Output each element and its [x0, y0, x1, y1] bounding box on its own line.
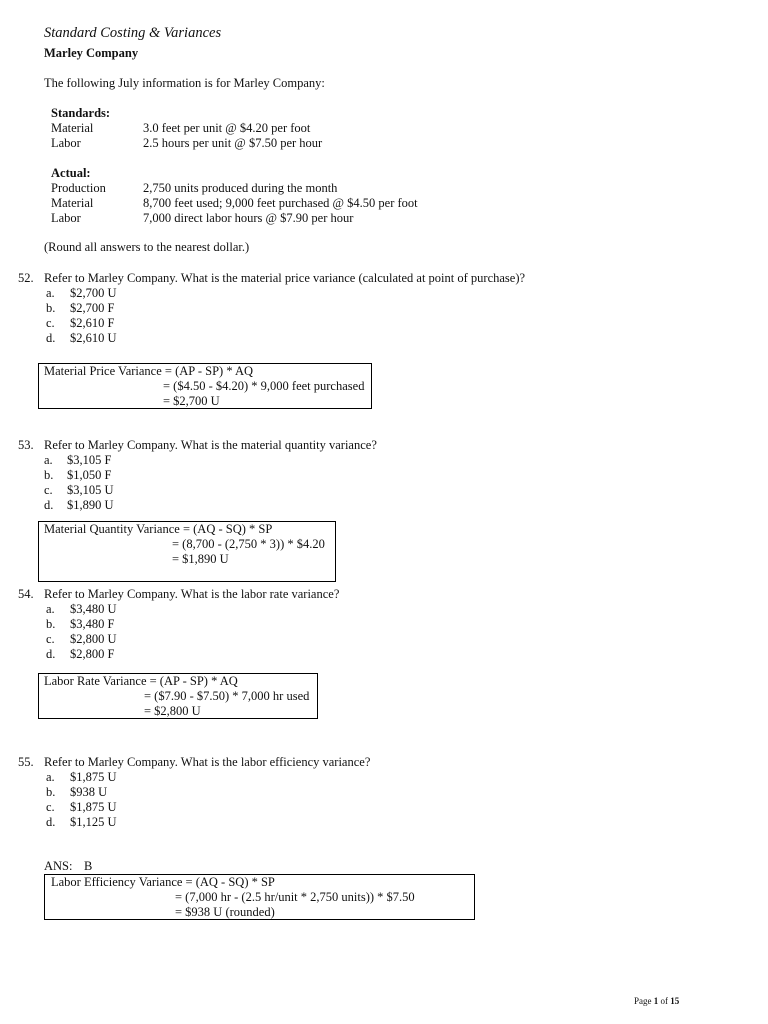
option-letter: a. — [46, 602, 55, 616]
actual-value-labor: 7,000 direct labor hours @ $7.90 per hour — [143, 211, 354, 225]
option-text: $1,875 U — [70, 770, 117, 784]
actual-label-labor: Labor — [51, 211, 81, 225]
option-text: $2,610 F — [70, 316, 115, 330]
question-number: 52. — [18, 271, 34, 285]
actual-label-material: Material — [51, 196, 94, 210]
page-total: 15 — [670, 996, 680, 1006]
solution-formula: Labor Efficiency Variance = (AQ - SQ) * SP — [51, 875, 275, 889]
option-text: $2,800 F — [70, 647, 115, 661]
rounding-note: (Round all answers to the nearest dollar.) — [44, 240, 250, 254]
answer-value: B — [84, 859, 93, 873]
solution-box — [38, 363, 372, 409]
solution-step: = (7,000 hr - (2.5 hr/unit * 2,750 units)) * $7.50 — [175, 890, 415, 904]
solution-result: = $2,700 U — [163, 394, 220, 408]
option-text: $3,480 U — [70, 602, 117, 616]
option-letter: c. — [46, 632, 55, 646]
option-letter: c. — [46, 316, 55, 330]
answer-label: ANS: — [44, 859, 73, 873]
actual-label-production: Production — [51, 181, 106, 195]
option-letter: b. — [44, 468, 54, 482]
solution-step: = ($7.90 - $7.50) * 7,000 hr used — [144, 689, 310, 703]
page-label: Page — [634, 996, 652, 1006]
question-number: 53. — [18, 438, 34, 452]
solution-step: = ($4.50 - $4.20) * 9,000 feet purchased — [163, 379, 365, 393]
option-text: $1,890 U — [67, 498, 114, 512]
option-letter: b. — [46, 301, 56, 315]
question-text: Refer to Marley Company. What is the labor efficiency variance? — [44, 755, 371, 769]
solution-result: = $1,890 U — [172, 552, 229, 566]
solution-formula: Material Quantity Variance = (AQ - SQ) * SP — [44, 522, 273, 536]
page-number — [634, 994, 679, 1009]
question-number: 54. — [18, 587, 34, 601]
page-of: of — [660, 996, 668, 1006]
option-letter: d. — [46, 815, 56, 829]
option-letter: d. — [44, 498, 54, 512]
standards-value-labor: 2.5 hours per unit @ $7.50 per hour — [143, 136, 323, 150]
solution-box — [38, 521, 336, 582]
option-text: $1,050 F — [67, 468, 112, 482]
question-text: Refer to Marley Company. What is the material price variance (calculated at point of purchase)? — [44, 271, 526, 285]
solution-result: = $938 U (rounded) — [175, 905, 275, 919]
standards-value-material: 3.0 feet per unit @ $4.20 per foot — [143, 121, 311, 135]
standards-label-material: Material — [51, 121, 94, 135]
actual-heading: Actual: — [51, 166, 91, 180]
option-text: $3,105 U — [67, 483, 114, 497]
document-title: Standard Costing & Variances — [44, 25, 222, 41]
solution-box — [44, 874, 475, 920]
option-letter: c. — [44, 483, 53, 497]
option-letter: a. — [46, 770, 55, 784]
standards-heading: Standards: — [51, 106, 111, 120]
option-text: $3,480 F — [70, 617, 115, 631]
question-text: Refer to Marley Company. What is the material quantity variance? — [44, 438, 377, 452]
page-current: 1 — [653, 996, 659, 1006]
solution-result: = $2,800 U — [144, 704, 201, 718]
option-letter: a. — [46, 286, 55, 300]
standards-label-labor: Labor — [51, 136, 81, 150]
actual-value-production: 2,750 units produced during the month — [143, 181, 338, 195]
solution-formula: Labor Rate Variance = (AP - SP) * AQ — [44, 674, 238, 688]
option-text: $2,610 U — [70, 331, 117, 345]
option-letter: b. — [46, 785, 56, 799]
solution-formula: Material Price Variance = (AP - SP) * AQ — [44, 364, 254, 378]
option-text: $2,700 U — [70, 286, 117, 300]
option-text: $3,105 F — [67, 453, 112, 467]
solution-box — [38, 673, 318, 719]
actual-value-material: 8,700 feet used; 9,000 feet purchased @ $4.50 per foot — [143, 196, 418, 210]
option-text: $1,875 U — [70, 800, 117, 814]
option-text: $938 U — [70, 785, 108, 799]
option-letter: b. — [46, 617, 56, 631]
question-text: Refer to Marley Company. What is the labor rate variance? — [44, 587, 340, 601]
option-letter: a. — [44, 453, 53, 467]
question-number: 55. — [18, 755, 34, 769]
solution-step: = (8,700 - (2,750 * 3)) * $4.20 — [172, 537, 325, 551]
option-letter: d. — [46, 647, 56, 661]
option-text: $2,700 F — [70, 301, 115, 315]
option-letter: d. — [46, 331, 56, 345]
option-letter: c. — [46, 800, 55, 814]
option-text: $1,125 U — [70, 815, 117, 829]
option-text: $2,800 U — [70, 632, 117, 646]
intro-text: The following July information is for Marley Company: — [44, 76, 325, 90]
company-name: Marley Company — [44, 46, 139, 60]
